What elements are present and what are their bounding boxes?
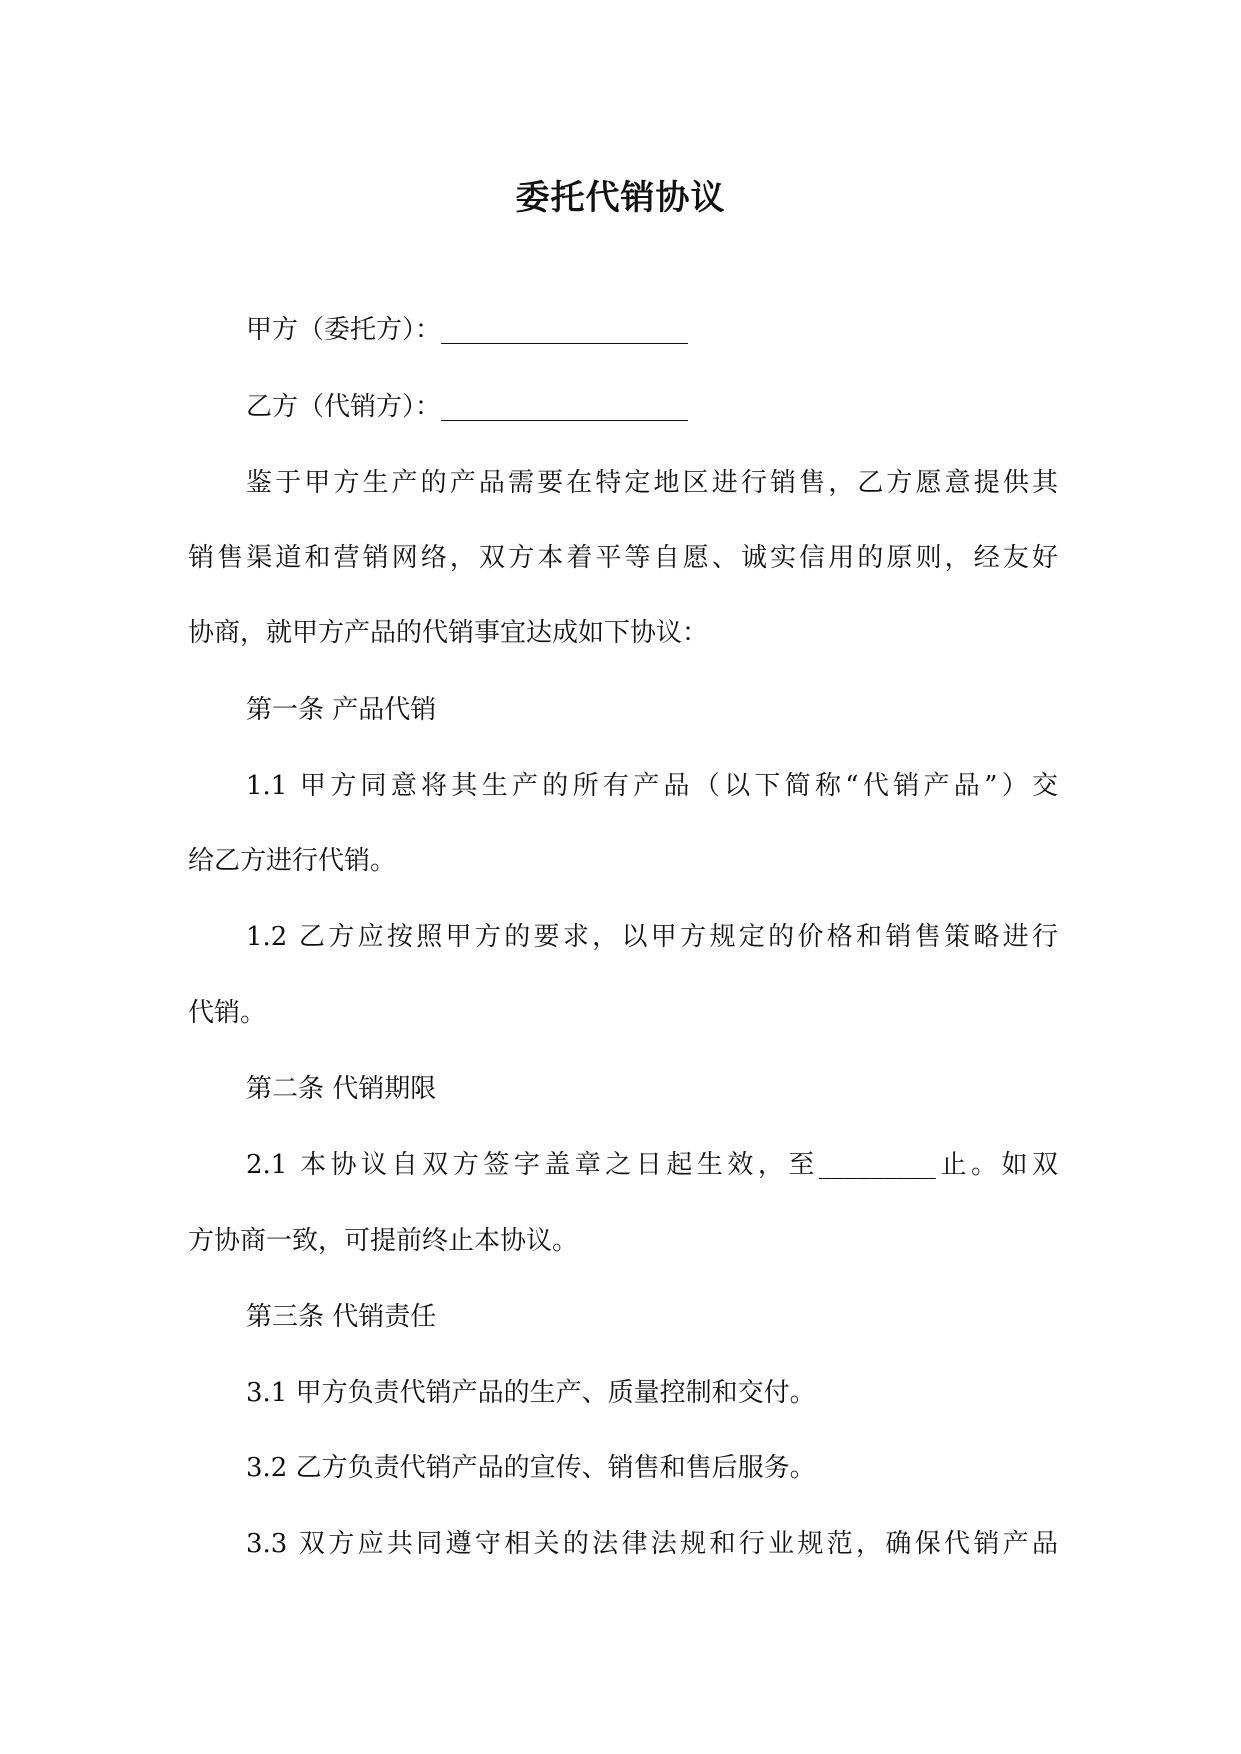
clause-1-2-line-2: 代销。 (188, 998, 267, 1028)
clause-1-1-line-1: 1.1 甲方同意将其生产的所有产品（以下简称“代销产品”）交 (246, 771, 1058, 801)
party-a-line: 甲方（委托方）：___________________ (246, 315, 689, 345)
clause-1-1-line-2: 给乙方进行代销。 (188, 846, 397, 876)
article-2-heading: 第二条 代销期限 (246, 1074, 437, 1104)
clause-2-1-line-1: 2.1 本协议自双方签字盖章之日起生效，至_________止。如双 (246, 1150, 1058, 1180)
preamble-line-2: 销售渠道和营销网络，双方本着平等自愿、诚实信用的原则，经友好 (188, 543, 1058, 573)
clause-2-1-line-2: 方协商一致，可提前终止本协议。 (188, 1226, 579, 1256)
clause-3-2: 3.2 乙方负责代销产品的宣传、销售和售后服务。 (246, 1453, 816, 1483)
preamble-line-3: 协商，就甲方产品的代销事宜达成如下协议： (188, 618, 709, 648)
article-3-heading: 第三条 代销责任 (246, 1302, 437, 1332)
party-b-line: 乙方（代销方）：___________________ (246, 392, 689, 422)
document-title: 委托代销协议 (515, 178, 726, 218)
clause-3-1: 3.1 甲方负责代销产品的生产、质量控制和交付。 (246, 1378, 816, 1408)
clause-1-2-line-1: 1.2 乙方应按照甲方的要求，以甲方规定的价格和销售策略进行 (246, 922, 1058, 952)
preamble-line-1: 鉴于甲方生产的产品需要在特定地区进行销售，乙方愿意提供其 (246, 468, 1058, 498)
article-1-heading: 第一条 产品代销 (246, 695, 437, 725)
clause-3-3-line-1: 3.3 双方应共同遵守相关的法律法规和行业规范，确保代销产品 (246, 1529, 1058, 1559)
